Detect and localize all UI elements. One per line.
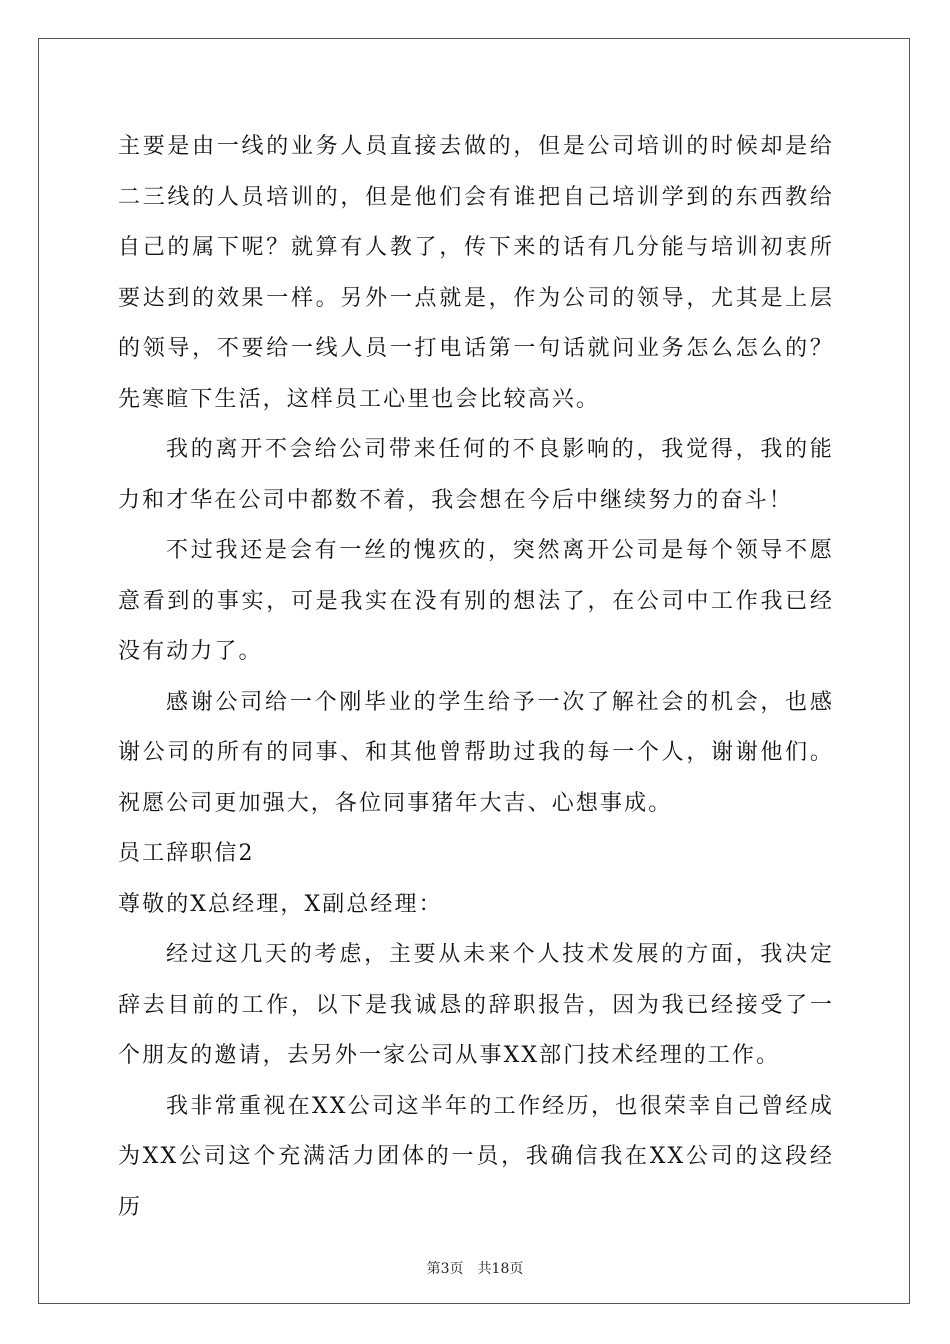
paragraph-departure-impact: 我的离开不会给公司带来任何的不良影响的，我觉得，我的能力和才华在公司中都数不着，我会想在今后中继续努力的奋斗！ <box>118 437 834 513</box>
paragraph-continuation: 主要是由一线的业务人员直接去做的，但是公司培训的时候却是给二三线的人员培训的，但是他们会有谁把自己培训学到的东西教给自己的属下呢？就算有人教了，传下来的话有几分能与培训初衷所要达到的效果一样。另外一点就是，作为公司的领导，尤其是上层的领导，不要给一线人员一打电话第一句话就问业务怎么怎么的？先寒暄下生活，这样员工心里也会比较高兴。 <box>118 134 834 412</box>
paragraph-reason: 经过这几天的考虑，主要从未来个人技术发展的方面，我决定辞去目前的工作，以下是我诚恳的辞职报告，因为我已经接受了一个朋友的邀请，去另外一家公司从事XX部门技术经理的工作。 <box>118 942 834 1068</box>
document-body <box>118 122 834 1233</box>
page-total: 共18页 <box>477 1261 524 1277</box>
page-number: 第3页 <box>426 1261 464 1277</box>
paragraph-experience: 我非常重视在XX公司这半年的工作经历，也很荣幸自己曾经成为XX公司这个充满活力团体的一员，我确信我在XX公司的这段经历 <box>118 1093 834 1220</box>
paragraph-thanks: 感谢公司给一个刚毕业的学生给予一次了解社会的机会，也感谢公司的所有的同事、和其他曾帮助过我的每一个人，谢谢他们。祝愿公司更加强大，各位同事猪年大吉、心想事成。 <box>118 689 834 816</box>
salutation: 尊敬的X总经理，X副总经理： <box>118 891 443 917</box>
page-footer <box>0 1258 950 1278</box>
section-heading: 员工辞职信2 <box>118 841 255 866</box>
paragraph-regret: 不过我还是会有一丝的愧疚的，突然离开公司是每个领导不愿意看到的事实，可是我实在没有别的想法了，在公司中工作我已经没有动力了。 <box>118 538 834 664</box>
